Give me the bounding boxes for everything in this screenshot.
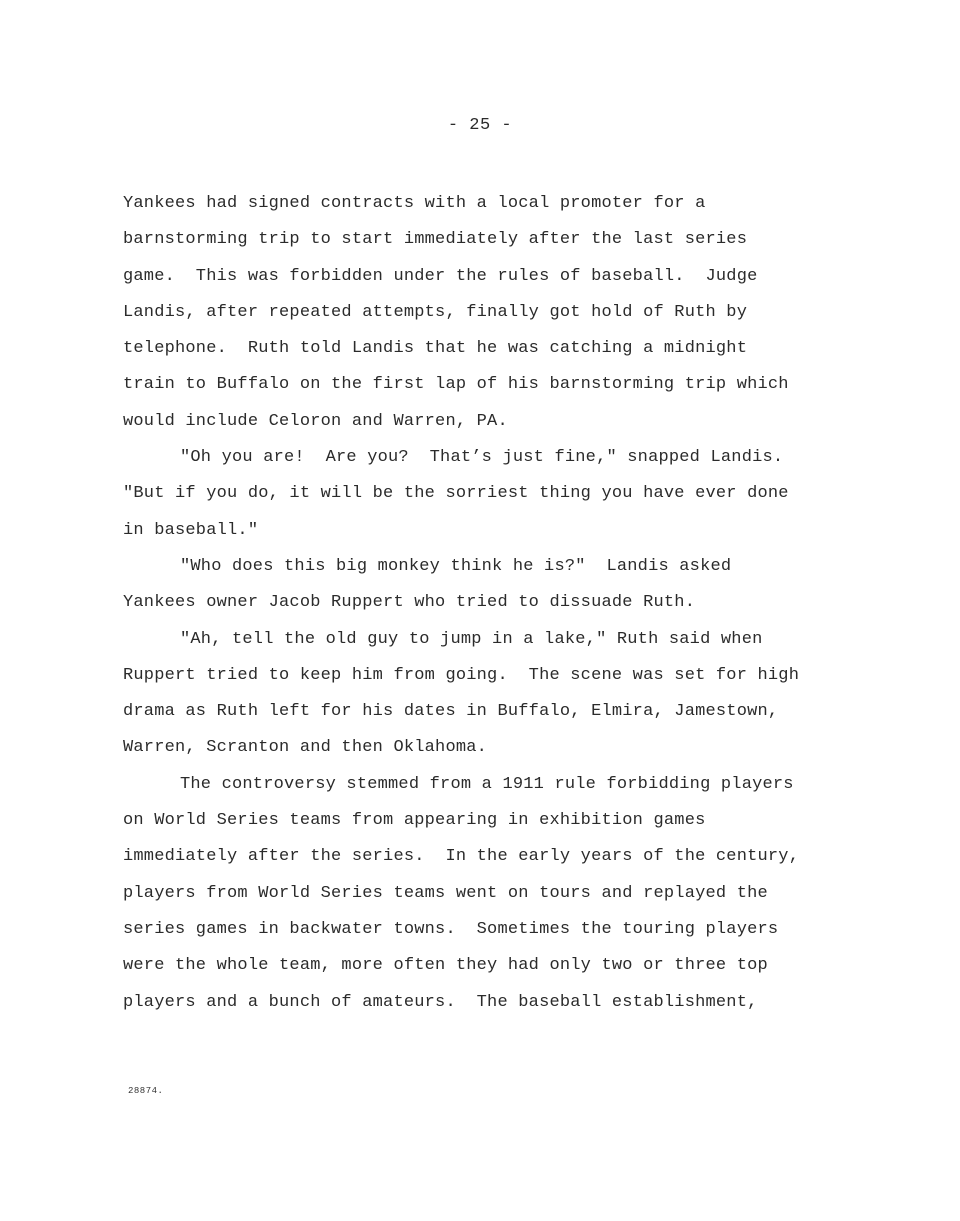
text-line: The controversy stemmed from a 1911 rule forbidding players (180, 774, 794, 794)
text-line: players from World Series teams went on tours and replayed the (123, 883, 768, 903)
text-line: series games in backwater towns. Sometimes the touring players (123, 919, 779, 939)
text-line: Landis, after repeated attempts, finally got hold of Ruth by (123, 302, 748, 322)
text-line: Yankees owner Jacob Ruppert who tried to dissuade Ruth. (123, 593, 696, 613)
text-line: train to Buffalo on the first lap of his barnstorming trip which (123, 375, 789, 395)
text-line: were the whole team, more often they had only two or three top (123, 956, 768, 976)
text-line: "Oh you are! Are you? That’s just fine," snapped Landis. (180, 448, 784, 468)
text-line: on World Series teams from appearing in exhibition games (123, 811, 706, 831)
text-line: "Who does this big monkey think he is?" Landis asked (180, 556, 732, 576)
page-number: - 25 - (447, 116, 513, 135)
text-line: Warren, Scranton and then Oklahoma. (123, 738, 488, 758)
body-text (123, 186, 863, 1021)
text-line: telephone. Ruth told Landis that he was catching a midnight (123, 339, 748, 359)
text-line: drama as Ruth left for his dates in Buffalo, Elmira, Jamestown, (123, 702, 779, 722)
text-line: game. This was forbidden under the rules of baseball. Judge (123, 266, 758, 286)
text-line: would include Celoron and Warren, PA. (123, 411, 508, 431)
text-line: players and a bunch of amateurs. The baseball establishment, (123, 992, 758, 1012)
text-line: Ruppert tried to keep him from going. The scene was set for high (123, 665, 800, 685)
text-line: in baseball." (123, 520, 259, 540)
text-line: immediately after the series. In the early years of the century, (123, 847, 800, 867)
footer-document-code: 28874. (128, 1086, 164, 1096)
text-line: Yankees had signed contracts with a local promoter for a (123, 194, 706, 213)
text-line: "Ah, tell the old guy to jump in a lake," Ruth said when (180, 629, 763, 649)
text-line: "But if you do, it will be the sorriest thing you have ever done (123, 484, 789, 504)
text-line: barnstorming trip to start immediately after the last series (123, 230, 748, 250)
